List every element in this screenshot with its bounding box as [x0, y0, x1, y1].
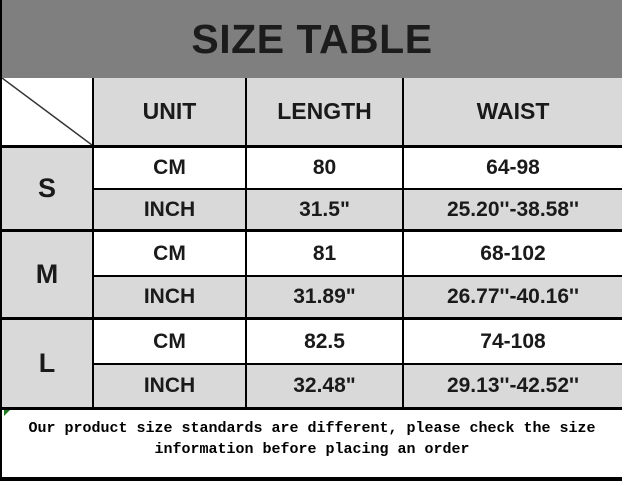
cell-m-cm-length: 81	[247, 232, 404, 277]
page-title: SIZE TABLE	[191, 15, 433, 62]
cell-s-cm-unit: CM	[94, 148, 247, 190]
cell-m-inch-unit: INCH	[94, 277, 247, 320]
column-header-unit: UNIT	[94, 78, 247, 148]
column-header-waist: WAIST	[404, 78, 622, 148]
cell-s-cm-waist: 64-98	[404, 148, 622, 190]
footer-note-line1: Our product size standards are different, please check the size	[28, 420, 596, 437]
size-label-l: L	[2, 320, 94, 410]
cell-l-cm-length: 82.5	[247, 320, 404, 365]
cell-m-cm-waist: 68-102	[404, 232, 622, 277]
cell-s-inch-unit: INCH	[94, 190, 247, 232]
size-label-s: S	[2, 148, 94, 232]
cell-l-inch-unit: INCH	[94, 365, 247, 410]
cell-m-inch-length: 31.89"	[247, 277, 404, 320]
excel-corner-marker-icon	[4, 410, 10, 416]
size-table	[0, 78, 622, 410]
cell-m-inch-waist: 26.77''-40.16''	[404, 277, 622, 320]
corner-cell	[2, 78, 94, 148]
footer-note-line2: information before placing an order	[154, 441, 470, 458]
cell-s-inch-length: 31.5"	[247, 190, 404, 232]
footer-note	[0, 410, 622, 481]
column-header-length: LENGTH	[247, 78, 404, 148]
title-bar	[0, 0, 622, 78]
diagonal-divider-icon	[2, 78, 92, 145]
cell-m-cm-unit: CM	[94, 232, 247, 277]
cell-l-inch-length: 32.48"	[247, 365, 404, 410]
cell-l-inch-waist: 29.13''-42.52''	[404, 365, 622, 410]
cell-s-cm-length: 80	[247, 148, 404, 190]
cell-s-inch-waist: 25.20''-38.58''	[404, 190, 622, 232]
cell-l-cm-waist: 74-108	[404, 320, 622, 365]
size-label-m: M	[2, 232, 94, 320]
cell-l-cm-unit: CM	[94, 320, 247, 365]
